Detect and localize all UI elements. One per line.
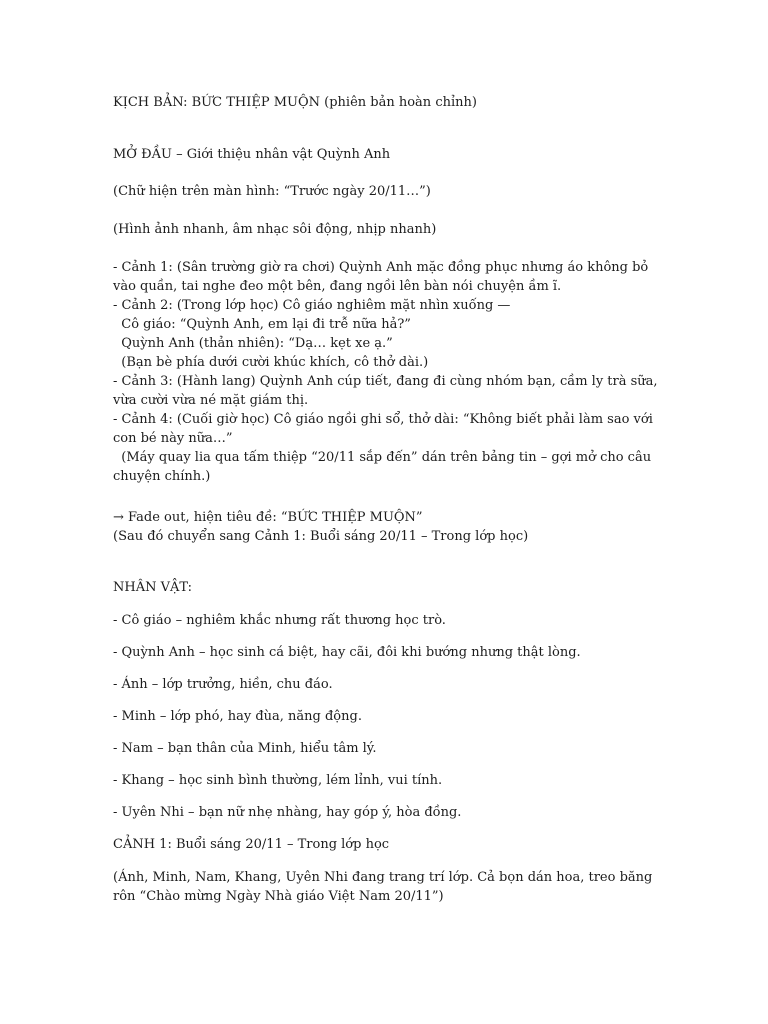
- music-note: (Hình ảnh nhanh, âm nhạc sôi động, nhịp nhanh): [113, 222, 437, 237]
- character-item: - Nam – bạn thân của Minh, hiểu tâm lý.: [113, 741, 377, 756]
- character-item: - Ánh – lớp trưởng, hiền, chu đáo.: [113, 677, 333, 692]
- opening-scenes: - Cảnh 1: (Sân trường giờ ra chơi) Quỳnh Anh mặc đồng phục nhưng áo không bỏ vào quần, tai nghe đeo một bên, đang ngồi lên bàn nói chuyện ầm ĩ. - Cảnh 2: (Trong lớp học) Cô giáo nghiêm mặt nhìn xuống — Cô giáo: “Quỳnh Anh, em lại đi trễ nữa hả?” Quỳnh Anh (thản nhiên): “Dạ… kẹt xe ạ.” (Bạn bè phía dưới cười khúc khích, cô thở dài.) - Cảnh 3: (Hành lang) Quỳnh Anh cúp tiết, đang đi cùng nhóm bạn, cầm ly trà sữa, vừa cười vừa né mặt giám thị. - Cảnh 4: (Cuối giờ học) Cô giáo ngồi ghi sổ, thở dài: “Không biết phải làm sao với con bé này nữa…” (Máy quay lia qua tấm thiệp “20/11 sắp đến” dán trên bảng tin – gợi mở cho câu chuyện chính.): [113, 260, 658, 484]
- character-item: - Minh – lớp phó, hay đùa, năng động.: [113, 709, 362, 724]
- scene1-heading: CẢNH 1: Buổi sáng 20/11 – Trong lớp học: [113, 837, 390, 852]
- characters-heading: NHÂN VẬT:: [113, 580, 192, 595]
- fade-out-note: → Fade out, hiện tiêu đề: “BỨC THIỆP MUỘN” (Sau đó chuyển sang Cảnh 1: Buổi sáng 20/11 – Trong lớp học): [113, 510, 529, 544]
- screen-text-note: (Chữ hiện trên màn hình: “Trước ngày 20/11…”): [113, 184, 431, 199]
- character-item: - Uyên Nhi – bạn nữ nhẹ nhàng, hay góp ý, hòa đồng.: [113, 805, 462, 820]
- document-title: KỊCH BẢN: BỨC THIỆP MUỘN (phiên bản hoàn chỉnh): [113, 95, 477, 110]
- opening-heading: MỞ ĐẦU – Giới thiệu nhân vật Quỳnh Anh: [113, 147, 391, 162]
- character-item: - Quỳnh Anh – học sinh cá biệt, hay cãi, đôi khi bướng nhưng thật lòng.: [113, 645, 581, 660]
- character-item: - Khang – học sinh bình thường, lém lỉnh, vui tính.: [113, 773, 443, 788]
- scene1-description: (Ánh, Minh, Nam, Khang, Uyên Nhi đang trang trí lớp. Cả bọn dán hoa, treo băng rôn “Chào mừng Ngày Nhà giáo Việt Nam 20/11”): [113, 870, 657, 904]
- character-item: - Cô giáo – nghiêm khắc nhưng rất thương học trò.: [113, 613, 446, 628]
